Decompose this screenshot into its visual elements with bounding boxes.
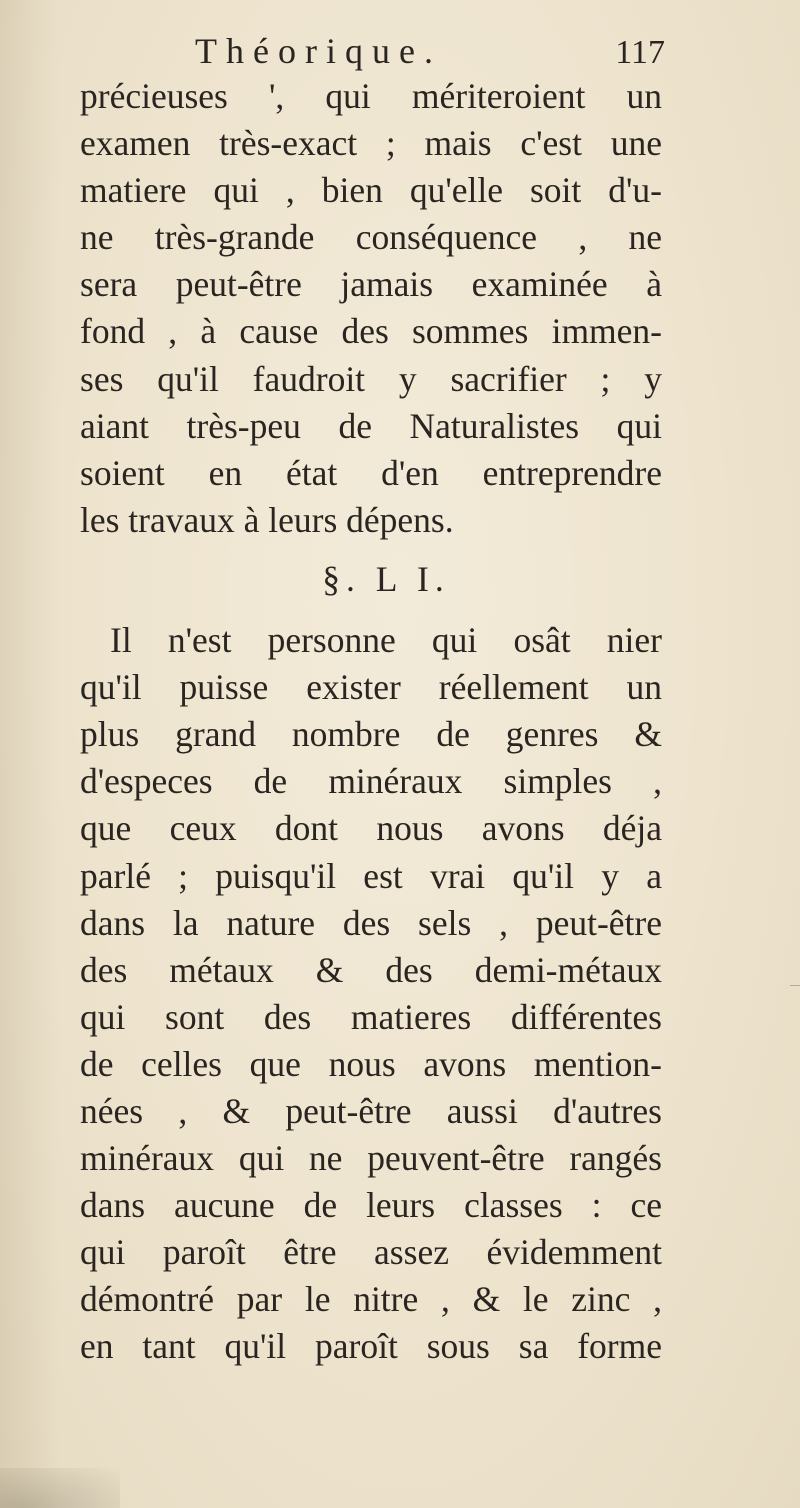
text-line: Il n'est personne qui osât nier [110, 620, 662, 661]
text-line: nées , & peut-être aussi d'autres [80, 1090, 662, 1131]
text-line: des métaux & des demi-métaux [80, 949, 662, 990]
text-line: minéraux qui ne peuvent-être rangés [80, 1138, 662, 1179]
text-line: ne très-grande conséquence , ne [80, 217, 662, 258]
text-line: parlé ; puisqu'il est vrai qu'il y a [80, 855, 662, 896]
text-line: démontré par le nitre , & le zinc , [80, 1279, 662, 1320]
text-line: sera peut-être jamais examinée à [80, 264, 662, 305]
running-header [195, 26, 665, 76]
text-line: dans la nature des sels , peut-être [80, 902, 662, 943]
text-line: dans aucune de leurs classes : ce [80, 1185, 662, 1226]
section-heading: §. L I. [322, 558, 450, 599]
text-line: qu'il puisse exister réellement un [80, 667, 662, 708]
text-line: les travaux à leurs dépens. [80, 499, 454, 540]
text-line: soient en état d'en entreprendre [80, 452, 662, 493]
text-line: ses qu'il faudroit y sacrifier ; y [80, 358, 662, 399]
paragraph-2 [80, 617, 662, 1371]
text-line: fond , à cause des sommes immen- [80, 311, 662, 352]
text-line: qui sont des matieres différentes [80, 996, 662, 1037]
running-title: Théorique. [195, 31, 442, 71]
text-line: qui paroît être assez évidemment [80, 1232, 662, 1273]
body-text [80, 73, 662, 1371]
text-line: examen très-exact ; mais c'est une [80, 123, 662, 164]
text-line: aiant très-peu de Naturalistes qui [80, 405, 662, 446]
margin-mark [790, 985, 800, 986]
text-line: d'especes de minéraux simples , [80, 761, 662, 802]
paragraph-1 [80, 73, 662, 544]
text-line: matiere qui , bien qu'elle soit d'u- [80, 170, 662, 211]
text-line: de celles que nous avons mention- [80, 1043, 662, 1084]
page-stain [0, 1468, 120, 1508]
text-line: plus grand nombre de genres & [80, 714, 662, 755]
text-line: que ceux dont nous avons déja [80, 808, 662, 849]
text-line: précieuses ', qui mériteroient un [80, 76, 662, 116]
page-number: 117 [615, 34, 665, 71]
binding-shadow [0, 0, 60, 1508]
text-line: en tant qu'il paroît sous sa forme [80, 1326, 662, 1367]
